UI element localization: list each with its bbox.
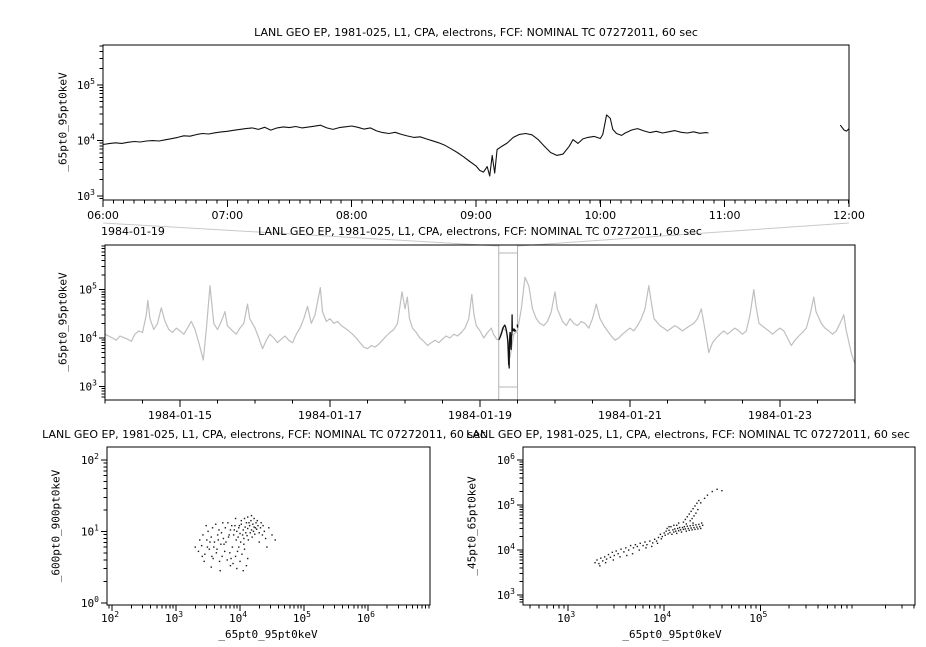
scatter-point	[247, 528, 248, 529]
scatter-point	[229, 552, 230, 553]
scatter-point	[691, 529, 692, 530]
scatter-point	[225, 541, 226, 542]
scatter-point	[234, 529, 235, 530]
scatter-point	[690, 527, 691, 528]
scatter-point	[214, 541, 215, 542]
scatter-point	[604, 556, 605, 557]
scatter-point	[721, 490, 722, 491]
scatter-point	[697, 528, 698, 529]
scatter-point	[255, 522, 256, 523]
tick-label: $10^5$	[76, 77, 95, 92]
scatter-point	[696, 526, 697, 527]
scatter-point	[680, 529, 681, 530]
scatter-point	[240, 541, 241, 542]
scatter-point	[686, 530, 687, 531]
scatter-point	[199, 539, 200, 540]
scatter-point	[633, 547, 634, 548]
scatter-point	[266, 546, 267, 547]
scatter-point	[671, 534, 672, 535]
scatter-point	[268, 527, 269, 528]
scatter-point	[198, 551, 199, 552]
context-flux-gray	[105, 277, 855, 363]
scatter-point	[225, 527, 226, 528]
scatter-point	[221, 532, 222, 533]
scatter-point	[241, 520, 242, 521]
scatter-point	[262, 525, 263, 526]
tick-label: $10^4$	[653, 610, 672, 625]
scatter-point	[243, 570, 244, 571]
tick-label: $10^0$	[80, 594, 99, 610]
scatter-point	[652, 542, 653, 543]
scatter-point	[691, 518, 692, 519]
scatter-point	[716, 489, 717, 490]
scatter-point	[646, 544, 647, 545]
scatter2-y-axis-label: _45pt0_65pt0keV	[465, 476, 479, 576]
scatter-point	[698, 500, 699, 501]
scatter-point	[230, 565, 231, 566]
scatter-point	[250, 532, 251, 533]
tick-label: $10^2$	[80, 451, 99, 467]
scatter-point	[252, 524, 253, 525]
scatter-point	[236, 531, 237, 532]
scatter-point	[684, 526, 685, 527]
scatter-point	[678, 522, 679, 523]
scatter-point	[253, 518, 254, 519]
scatter-point	[204, 554, 205, 555]
scatter-point	[697, 509, 698, 510]
scatter-point	[218, 539, 219, 540]
scatter-point	[220, 544, 221, 545]
context-flux-highlighted	[499, 315, 516, 368]
scatter-point	[608, 554, 609, 555]
scatter-point	[209, 541, 210, 542]
scatter-point	[695, 512, 696, 513]
scatter-point	[614, 555, 615, 556]
scatter-point	[694, 505, 695, 506]
scatter-point	[613, 559, 614, 560]
scatter-point	[239, 533, 240, 534]
scatter-45-65-ticks	[517, 460, 914, 611]
scatter-point	[623, 551, 624, 552]
scatter-point	[689, 530, 690, 531]
scatter-point	[673, 531, 674, 532]
scatter-point	[669, 532, 670, 533]
scatter-point	[668, 526, 669, 527]
scatter-point	[246, 565, 247, 566]
tick-label: 08:00	[335, 209, 368, 222]
scatter-point	[223, 538, 224, 539]
tick-label: 11:00	[708, 209, 741, 222]
scatter-point	[666, 528, 667, 529]
scatter-45-65-panel	[497, 447, 915, 625]
scatter-point	[259, 541, 260, 542]
scatter-point	[248, 539, 249, 540]
scatter-point	[253, 531, 254, 532]
scatter-point	[628, 549, 629, 550]
tick-label: $10^2$	[101, 610, 120, 625]
scatter-point	[676, 533, 677, 534]
tick-label: $10^6$	[496, 452, 515, 468]
scatter-point	[606, 558, 607, 559]
zoom-x-axis-date-label: 1984-01-19	[101, 225, 165, 238]
scatter-point	[692, 508, 693, 509]
scatter-point	[599, 565, 600, 566]
scatter-point	[254, 534, 255, 535]
context-selection-box[interactable]	[499, 245, 518, 400]
scatter-point	[689, 520, 690, 521]
scatter-point	[681, 531, 682, 532]
scatter1-y-axis-label: _600pt0_900pt0keV	[49, 469, 63, 583]
scatter-point	[236, 568, 237, 569]
scatter-point	[644, 541, 645, 542]
scatter-point	[243, 544, 244, 545]
context-y-axis-label: _65pt0_95pt0keV	[56, 272, 70, 372]
tick-label: 09:00	[460, 209, 492, 222]
scatter-point	[612, 552, 613, 553]
scatter-point	[237, 551, 238, 552]
scatter-point	[238, 527, 239, 528]
tick-label: 10:00	[584, 209, 617, 222]
scatter2-x-axis-label: _65pt0_95pt0keV	[622, 628, 722, 641]
scatter-point	[244, 518, 245, 519]
scatter-point	[679, 527, 680, 528]
scatter-point	[259, 532, 260, 533]
tick-label: $10^1$	[80, 523, 99, 539]
electron-flux-65-95keV	[840, 125, 849, 131]
scatter-point	[712, 491, 713, 492]
tick-label: 1984-01-19	[448, 409, 512, 422]
tick-label: 1984-01-17	[298, 409, 362, 422]
scatter-point	[234, 525, 235, 526]
tick-label: 06:00	[87, 209, 119, 222]
scatter-point	[271, 534, 272, 535]
scatter-point	[245, 532, 246, 533]
tick-label: $10^5$	[78, 281, 97, 297]
scatter-point	[615, 550, 616, 551]
scatter-point	[246, 522, 247, 523]
tick-label: 12:00	[833, 209, 865, 222]
scatter-point	[228, 536, 229, 537]
scatter-point	[256, 529, 257, 530]
scatter-point	[207, 531, 208, 532]
scatter-point	[232, 546, 233, 547]
scatter-point	[248, 522, 249, 523]
scatter-point	[211, 536, 212, 537]
scatter-point	[257, 520, 258, 521]
scatter-point	[253, 526, 254, 527]
scatter-point	[661, 538, 662, 539]
scatter-point	[695, 524, 696, 525]
scatter2-title: LANL GEO EP, 1981-025, L1, CPA, electrons, FCF: NOMINAL TC 07272011, 60 sec	[466, 428, 910, 441]
scatter-point	[678, 530, 679, 531]
scatter-point	[260, 522, 261, 523]
scatter-point	[600, 557, 601, 558]
scatter1-title: LANL GEO EP, 1981-025, L1, CPA, electrons, FCF: NOMINAL TC 07272011, 60 sec	[42, 428, 486, 441]
scatter-point	[687, 516, 688, 517]
scatter-point	[594, 562, 595, 563]
scatter-point	[207, 546, 208, 547]
tick-label: 1984-01-21	[598, 409, 662, 422]
scatter-point	[610, 557, 611, 558]
scatter-point	[235, 518, 236, 519]
scatter1-x-axis-label: _65pt0_95pt0keV	[218, 628, 318, 641]
scatter-point	[665, 530, 666, 531]
tick-label: $10^4$	[76, 132, 95, 148]
scatter-point	[216, 549, 217, 550]
tick-label: $10^3$	[557, 610, 576, 625]
scatter-point	[682, 527, 683, 528]
scatter-point	[236, 539, 237, 540]
scatter-point	[626, 555, 627, 556]
scatter-point	[228, 534, 229, 535]
zoom-panel-title: LANL GEO EP, 1981-025, L1, CPA, electrons, FCF: NOMINAL TC 07272011, 60 sec	[254, 26, 698, 39]
scatter-point	[656, 540, 657, 541]
tick-label: $10^3$	[496, 587, 515, 603]
scatter-point	[227, 522, 228, 523]
scatter-point	[694, 529, 695, 530]
scatter-point	[677, 528, 678, 529]
scatter-point	[260, 527, 261, 528]
scatter-point	[216, 552, 217, 553]
scatter-point	[657, 543, 658, 544]
tick-label: $10^5$	[749, 610, 768, 625]
scatter-point	[246, 535, 247, 536]
scatter-point	[689, 513, 690, 514]
tick-label: 07:00	[211, 209, 244, 222]
scatter-point	[211, 566, 212, 567]
scatter-600-900-ticks	[101, 460, 429, 611]
scatter-point	[662, 536, 663, 537]
scatter-point	[275, 539, 276, 540]
scatter-point	[202, 556, 203, 557]
scatter-point	[632, 553, 633, 554]
scatter-point	[222, 522, 223, 523]
scatter-point	[689, 525, 690, 526]
tick-label: $10^4$	[496, 542, 515, 558]
scatter-point	[221, 556, 222, 557]
scatter-point	[707, 494, 708, 495]
scatter-point	[664, 535, 665, 536]
scatter-point	[690, 511, 691, 512]
scatter-point	[649, 540, 650, 541]
scatter-point	[676, 525, 677, 526]
scatter-point	[692, 525, 693, 526]
scatter-point	[202, 534, 203, 535]
scatter-point	[237, 536, 238, 537]
context-panel-title: LANL GEO EP, 1981-025, L1, CPA, electrons, FCF: NOMINAL TC 07272011, 60 sec	[258, 225, 702, 238]
scatter-point	[673, 525, 674, 526]
scatter-point	[257, 525, 258, 526]
tick-label: $10^3$	[76, 188, 95, 204]
zoom-timeseries-panel	[77, 45, 865, 222]
scatter-point	[670, 526, 671, 527]
scatter-point	[702, 525, 703, 526]
scatter-45-65-plot-area[interactable]	[523, 447, 915, 605]
scatter-point	[660, 534, 661, 535]
scatter-point	[617, 553, 618, 554]
tick-label: $10^5$	[292, 610, 311, 625]
scatter-point	[251, 515, 252, 516]
scatter-point	[230, 558, 231, 559]
scatter-point	[244, 549, 245, 550]
scatter-point	[602, 560, 603, 561]
scatter-point	[658, 537, 659, 538]
scatter-point	[639, 549, 640, 550]
scatter-point	[620, 548, 621, 549]
scatter-point	[251, 536, 252, 537]
scatter-point	[249, 525, 250, 526]
scatter-point	[247, 558, 248, 559]
scatter-point	[230, 529, 231, 530]
scatter-point	[686, 523, 687, 524]
scatter-point	[704, 498, 705, 499]
scatter-point	[243, 538, 244, 539]
scatter-point	[224, 551, 225, 552]
electron-flux-65-95keV	[103, 115, 709, 176]
scatter-point	[218, 529, 219, 530]
scatter-point	[699, 526, 700, 527]
scatter-point	[692, 522, 693, 523]
scatter-point	[201, 545, 202, 546]
scatter-point	[211, 556, 212, 557]
scatter-point	[242, 534, 243, 535]
scatter-point	[262, 534, 263, 535]
scatter-point	[688, 528, 689, 529]
zoom-y-axis-label: _65pt0_95pt0keV	[56, 72, 70, 172]
scatter-point	[195, 546, 196, 547]
tick-label: $10^4$	[78, 330, 97, 345]
scatter-point	[239, 561, 240, 562]
scatter-point	[206, 539, 207, 540]
scatter-point	[619, 556, 620, 557]
scatter-point	[693, 527, 694, 528]
scatter-point	[231, 525, 232, 526]
scatter-point	[255, 527, 256, 528]
scatter-600-900-panel	[81, 447, 430, 625]
scatter-point	[250, 520, 251, 521]
scatter-point	[212, 527, 213, 528]
scatter-point	[265, 538, 266, 539]
scatter-point	[651, 546, 652, 547]
scatter-point	[213, 546, 214, 547]
scatter-point	[235, 556, 236, 557]
tick-label: 1984-01-15	[148, 409, 212, 422]
scatter-point	[701, 522, 702, 523]
scatter-point	[700, 502, 701, 503]
tick-label: $10^3$	[78, 378, 97, 394]
scatter-point	[241, 524, 242, 525]
scatter-point	[685, 519, 686, 520]
context-timeseries-plot-area[interactable]	[105, 245, 855, 400]
scatter-point	[696, 503, 697, 504]
tick-label: 1984-01-23	[748, 409, 812, 422]
scatter-point	[217, 534, 218, 535]
zoom-timeseries-ticks	[97, 46, 849, 207]
scatter-point	[241, 554, 242, 555]
scatter-point	[244, 526, 245, 527]
scatter-point	[232, 563, 233, 564]
tick-label: $10^6$	[356, 610, 375, 625]
scatter-point	[635, 544, 636, 545]
scatter-point	[698, 524, 699, 525]
scatter-point	[640, 543, 641, 544]
scatter-point	[687, 526, 688, 527]
scatter-point	[693, 515, 694, 516]
zoom-timeseries-plot-area[interactable]	[103, 45, 849, 200]
tick-label: $10^4$	[228, 610, 248, 625]
scatter-point	[220, 570, 221, 571]
scatter-point	[239, 525, 240, 526]
scatter-point	[251, 529, 252, 530]
scatter-point	[645, 547, 646, 548]
scatter-point	[264, 531, 265, 532]
scatter-point	[233, 534, 234, 535]
scatter-point	[247, 516, 248, 517]
scatter-point	[223, 544, 224, 545]
scatter-point	[209, 549, 210, 550]
tick-label: $10^3$	[164, 610, 184, 625]
scatter-point	[596, 559, 597, 560]
scatter-point	[243, 529, 244, 530]
scatter-point	[598, 563, 599, 564]
scatter-point	[642, 545, 643, 546]
scatter-point	[668, 530, 669, 531]
scatter-point	[625, 547, 626, 548]
scatter-point	[215, 524, 216, 525]
scatter-point	[605, 562, 606, 563]
scatter-point	[205, 525, 206, 526]
scatter-point	[637, 546, 638, 547]
scatter-point	[672, 529, 673, 530]
scatter-point	[654, 539, 655, 540]
scatter-point	[664, 532, 665, 533]
scatter-point	[227, 559, 228, 560]
scatter-point	[630, 545, 631, 546]
scatter-600-900-plot-area[interactable]	[107, 447, 430, 605]
scatter-point	[685, 528, 686, 529]
context-timeseries-panel	[79, 245, 855, 422]
scatter-point	[683, 521, 684, 522]
scatter-point	[675, 530, 676, 531]
scatter-point	[238, 546, 239, 547]
scatter-point	[674, 528, 675, 529]
scatter-point	[700, 528, 701, 529]
scatter-point	[204, 561, 205, 562]
tick-label: $10^5$	[496, 497, 515, 513]
scatter-point	[219, 561, 220, 562]
scatter-point	[667, 533, 668, 534]
scatter-point	[683, 529, 684, 530]
scatter-point	[212, 558, 213, 559]
